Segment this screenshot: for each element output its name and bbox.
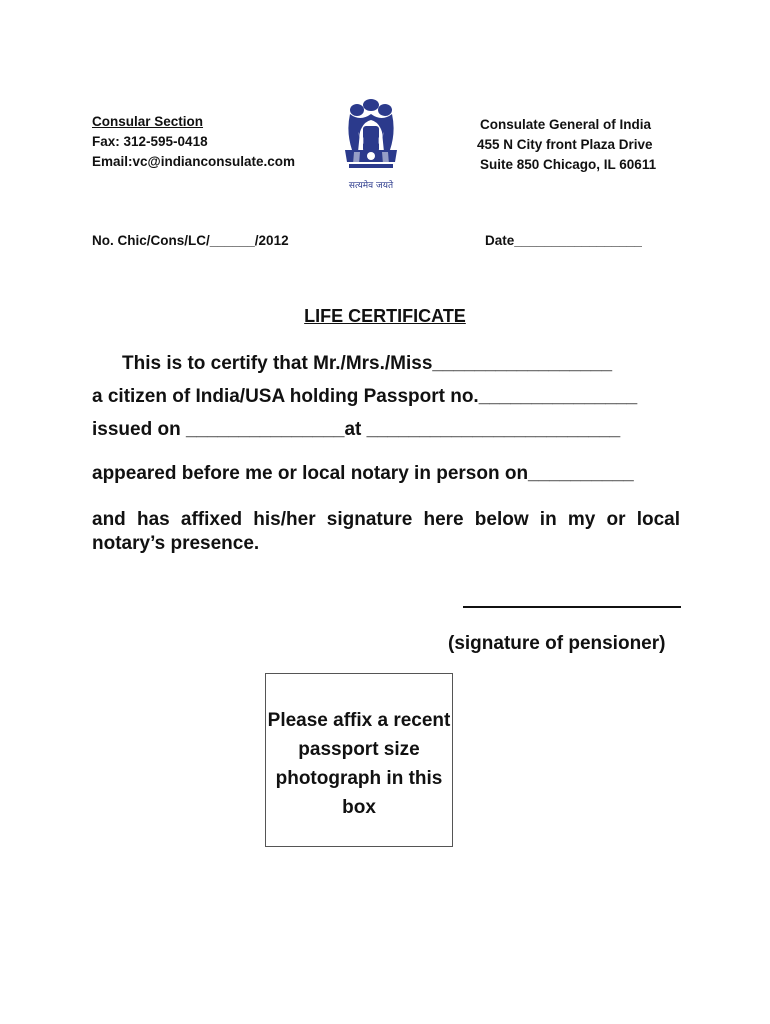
national-emblem-icon [330,92,412,200]
address-line-1: 455 N City front Plaza Drive [477,137,653,152]
signature-statement: and has affixed his/her signature here below in my or local notary’s presence. [92,509,680,554]
signature-line [463,606,681,608]
fax-number: Fax: 312-595-0418 [92,134,208,149]
passport-line: a citizen of India/USA holding Passport no._______________ [92,386,638,407]
address-line-2: Suite 850 Chicago, IL 60611 [480,157,657,172]
page-title: LIFE CERTIFICATE [304,306,466,326]
email-address: Email:vc@indianconsulate.com [92,154,295,169]
reference-number: No. Chic/Cons/LC/______/2012 [92,233,289,248]
consular-section-block [92,112,295,172]
consulate-address-block [477,115,656,175]
issued-line: issued on _______________at ________________________ [92,419,621,440]
consulate-name: Consulate General of India [480,117,652,132]
appearance-line: appeared before me or local notary in person on__________ [92,463,634,484]
certify-name-line: This is to certify that Mr./Mrs./Miss_________________ [122,353,613,374]
emblem-motto: सत्यमेव जयते [348,181,394,191]
consular-section-heading: Consular Section [92,114,204,129]
photo-box [265,673,453,847]
signature-label: (signature of pensioner) [448,633,666,654]
date-field: Date_________________ [485,233,642,248]
photo-box-instructions: Please affix a recent passport size photograph in this box [267,710,451,818]
